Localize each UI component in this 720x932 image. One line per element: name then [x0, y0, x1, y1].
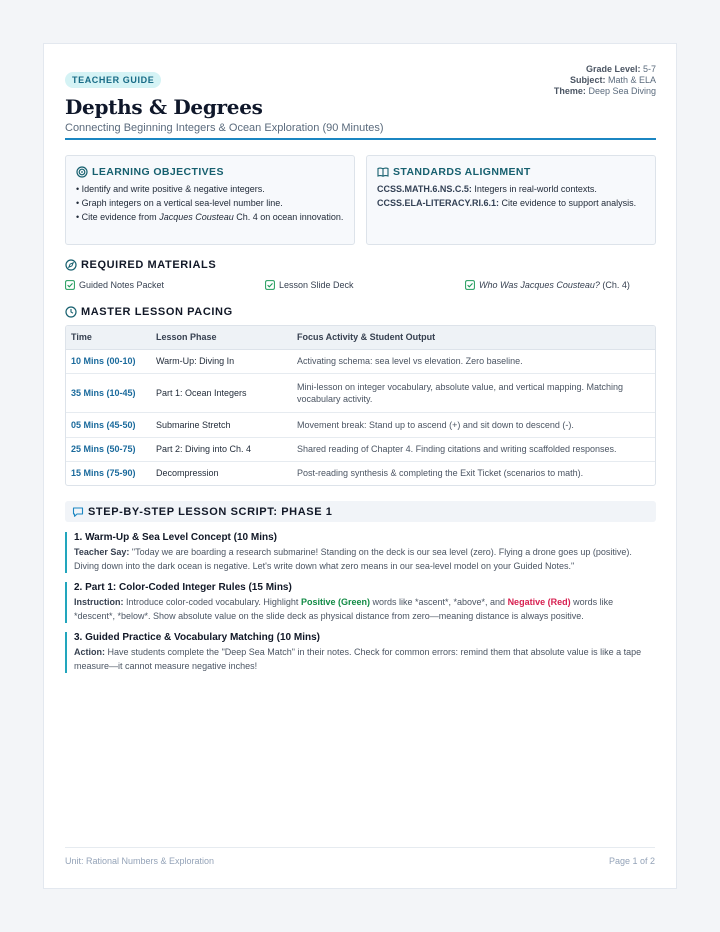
step-body: Teacher Say: "Today we are boarding a research submarine! Standing on the deck is our sea level (zero). Flying a drone goes up (positive). Diving down into the dark ocean is negative. Let's write down what zero means in our sea-level model on your Guided Notes." — [74, 547, 632, 571]
page-subtitle: Connecting Beginning Integers & Ocean Exploration (90 Minutes) — [65, 122, 384, 134]
footer-unit: Unit: Rational Numbers & Exploration — [65, 856, 215, 866]
row-phase: Submarine Stretch — [151, 412, 292, 437]
page-title: Depths & Degrees — [65, 95, 263, 119]
row-phase: Decompression — [156, 468, 219, 479]
step-body: Action: Have students complete the "Deep Sea Match" in their notes. Check for common errors: remind them that absolute value is like a tape measure—it cannot measure negative inches! — [74, 647, 642, 671]
step-body: Instruction: Introduce color-coded vocabulary. Highlight Positive (Green) words like *ascent*, *above*, and Negative (Red) words like *descent*, *below*. Show absolute value on the slide deck as physical distance from zero—meaning distance is always positive. — [74, 597, 614, 621]
row-time: 15 Mins (75-90) — [71, 468, 136, 479]
row-focus: Shared reading of Chapter 4. Finding citations and writing scaffolded responses. — [292, 437, 655, 461]
column-header-focus: Focus Activity & Student Output — [292, 326, 655, 349]
table-row — [66, 412, 655, 437]
standards-list — [377, 184, 645, 209]
table-row — [66, 461, 655, 485]
book-icon — [377, 166, 389, 178]
script-step-2 — [65, 582, 656, 623]
chat-icon — [72, 506, 84, 518]
meta-grade: Grade Level: 5-7 — [585, 64, 656, 74]
standards-heading: STANDARDS ALIGNMENT — [377, 165, 645, 179]
clock-icon — [65, 306, 77, 318]
standard-item: CCSS.ELA-LITERACY.RI.6.1: Cite evidence to support analysis. — [377, 198, 637, 208]
step-title: 1. Warm-Up & Sea Level Concept (10 Mins) — [74, 532, 278, 543]
script-heading-bar — [65, 501, 656, 522]
page-number: Page 1 of 2 — [608, 856, 655, 866]
negative-label: Negative (Red) — [507, 597, 571, 607]
standard-item: CCSS.MATH.6.NS.C.5: Integers in real-world contexts. — [377, 184, 597, 194]
pacing-heading: MASTER LESSON PACING — [65, 305, 656, 319]
column-header-time: Time — [66, 326, 151, 349]
row-focus: Activating schema: sea level vs elevation. Zero baseline. — [292, 349, 655, 373]
materials-list — [65, 280, 656, 290]
row-phase: Part 1: Ocean Integers — [151, 373, 292, 412]
page-content — [65, 64, 656, 673]
check-square-icon — [465, 280, 475, 290]
objective-item: • Identify and write positive & negative integers. — [76, 184, 265, 194]
column-header-phase: Lesson Phase — [151, 326, 292, 349]
row-focus: Mini-lesson on integer vocabulary, absolute value, and vertical mapping. Matching vocabulary activity. — [292, 373, 655, 412]
teacher-guide-badge: TEACHER GUIDE — [65, 72, 161, 88]
check-square-icon — [65, 280, 75, 290]
table-row — [66, 349, 655, 373]
row-focus: Movement break: Stand up to ascend (+) and sit down to descend (-). — [292, 412, 655, 437]
script-heading: STEP-BY-STEP LESSON SCRIPT: PHASE 1 — [72, 505, 333, 519]
row-time: 25 Mins (50-75) — [66, 437, 151, 461]
table-row — [66, 437, 655, 461]
overview-cards — [65, 155, 656, 245]
script-step-3 — [65, 632, 656, 673]
header — [65, 64, 656, 140]
page-footer — [65, 847, 655, 866]
positive-label: Positive (Green) — [300, 597, 370, 607]
pacing-table — [65, 325, 656, 486]
row-phase: Part 2: Diving into Ch. 4 — [151, 437, 292, 461]
table-row — [66, 373, 655, 412]
script-step-1 — [65, 532, 656, 573]
row-time: 35 Mins (10-45) — [66, 373, 151, 412]
objectives-card — [65, 155, 355, 245]
objective-item: • Cite evidence from Jacques Cousteau Ch. 4 on ocean innovation. — [76, 212, 344, 222]
standards-card — [366, 155, 656, 245]
row-time: 05 Mins (45-50) — [66, 412, 151, 437]
lesson-page — [43, 43, 677, 889]
material-item: Who Was Jacques Cousteau? (Ch. 4) — [465, 280, 630, 290]
target-icon — [76, 166, 88, 178]
row-time: 10 Mins (00-10) — [66, 349, 151, 373]
material-item: Guided Notes Packet — [65, 280, 265, 290]
material-item: Lesson Slide Deck — [265, 280, 465, 290]
table-header-row — [66, 326, 655, 349]
step-title: 3. Guided Practice & Vocabulary Matching (10 Mins) — [74, 632, 320, 643]
objectives-heading: LEARNING OBJECTIVES — [76, 165, 344, 179]
compass-icon — [65, 259, 77, 271]
materials-heading: REQUIRED MATERIALS — [65, 258, 656, 272]
meta-subject: Subject: Math & ELA — [569, 75, 656, 85]
meta-block — [554, 64, 656, 97]
step-title: 2. Part 1: Color-Coded Integer Rules (15 Mins) — [74, 582, 292, 593]
objectives-list — [76, 184, 344, 223]
meta-theme: Theme: Deep Sea Diving — [553, 86, 656, 96]
check-square-icon — [265, 280, 275, 290]
row-focus: Post-reading synthesis & completing the Exit Ticket (scenarios to math). — [297, 468, 584, 479]
row-phase: Warm-Up: Diving In — [151, 349, 292, 373]
objective-item: • Graph integers on a vertical sea-level number line. — [76, 198, 283, 208]
